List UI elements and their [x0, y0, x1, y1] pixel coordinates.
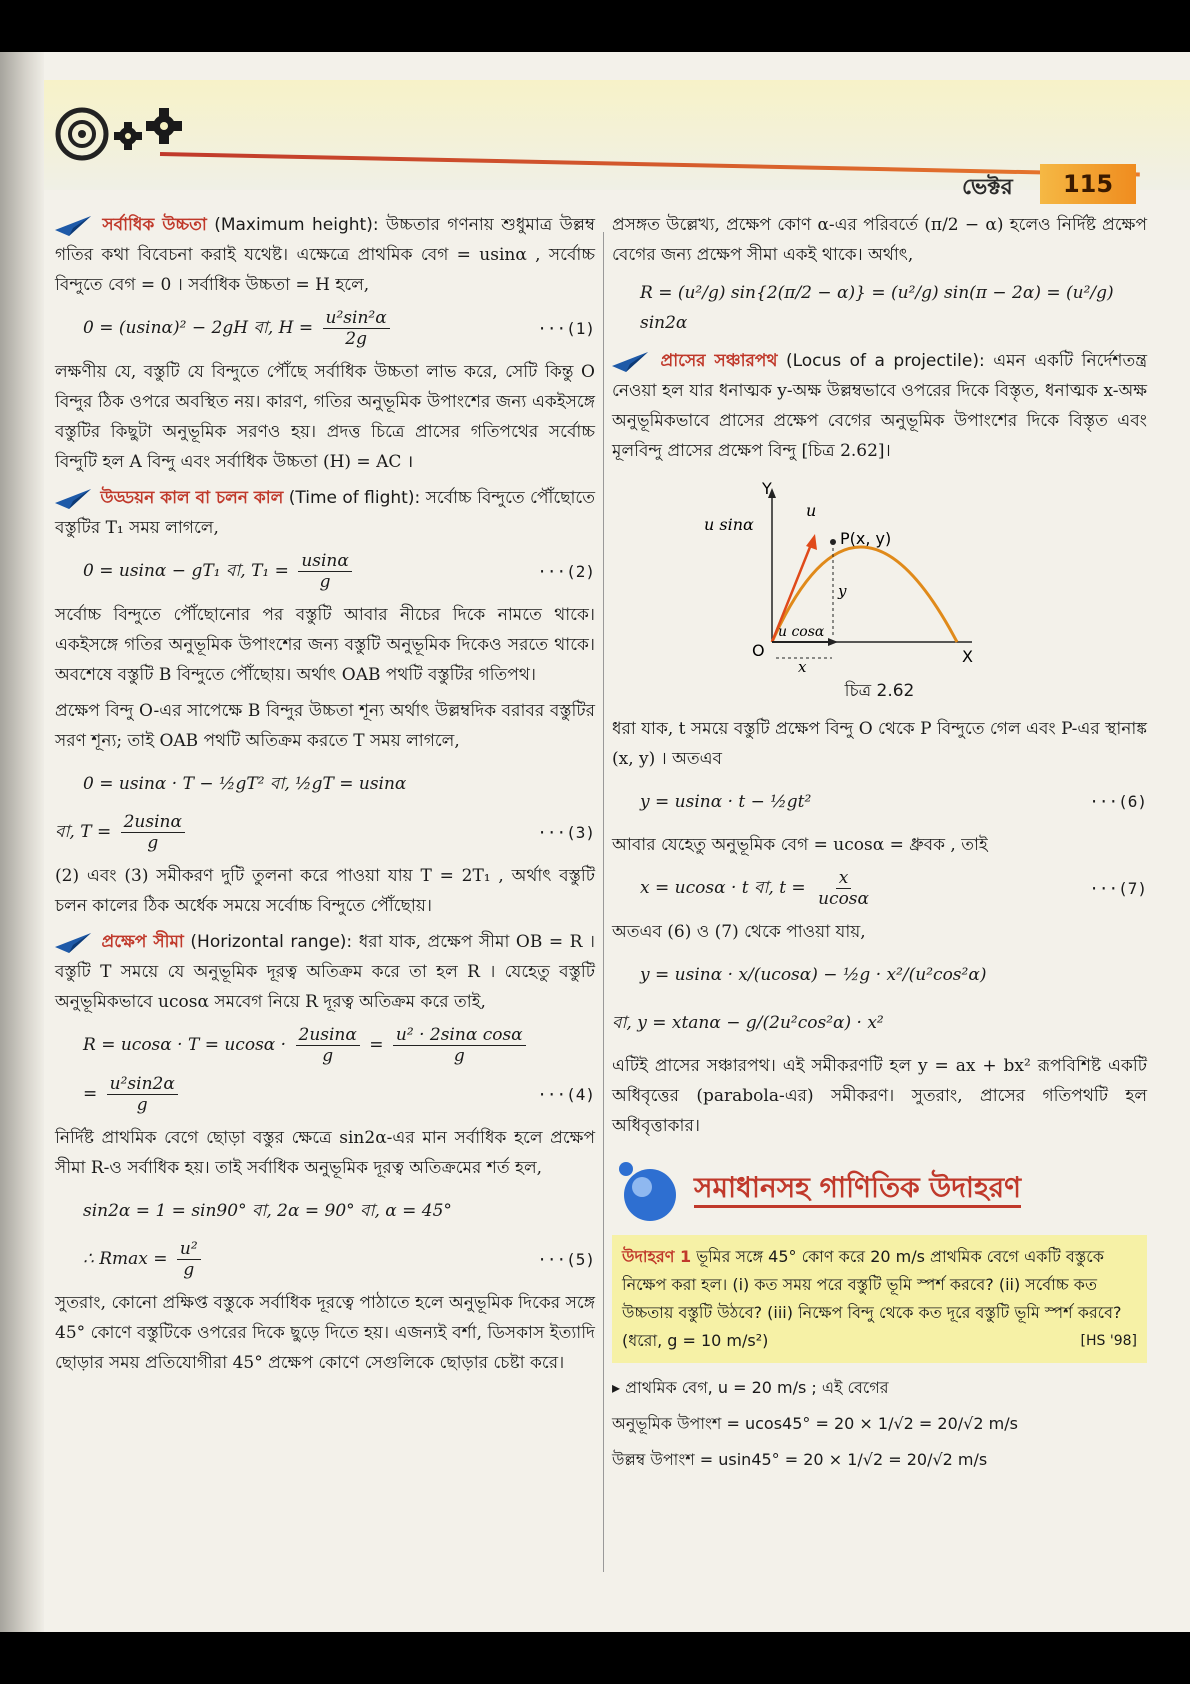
paragraph: সর্বোচ্চ বিন্দুতে পৌঁছোনোর পর বস্তুটি আবার নীচের দিকে নামতে থাকে। একইসঙ্গে গতির অনুভূমিক উপাংশের জন্য বস্তুটি অনুভূমিক দিকেও সরতে থাকে। অবশেষে বস্তুটি B বিন্দুতে পৌঁছোয়। অর্থাৎ OAB পথটি বস্তুটির গতিপথ।	[55, 605, 595, 685]
equation-3a: 0 = usinα · T − ½gT² বা, ½gT = usinα	[83, 774, 407, 794]
label-P: P(x, y)	[840, 529, 892, 548]
projectile-figure	[612, 472, 1147, 672]
paragraph: প্রসঙ্গত উল্লেখ্য, প্রক্ষেপ কোণ α-এর পরিবর্তে (π/2 − α) হলেও নির্দিষ্ট প্রক্ষেপ বেগের জন্য প্রক্ষেপ সীমা একই থাকে। অর্থাৎ,	[612, 215, 1147, 265]
paragraph: (2) এবং (3) সমীকরণ দুটি তুলনা করে পাওয়া যায় T = 2T₁ , অর্থাৎ বস্তুটি চলন কালের ঠিক অর্ধেক সময়ে সর্বোচ্চ বিন্দুতে পৌঁছোয়।	[55, 866, 595, 916]
section-heading: উড্ডয়ন কাল বা চলন কাল	[100, 488, 284, 508]
textbook-page	[0, 52, 1190, 1632]
example-box	[612, 1235, 1147, 1363]
paper-plane-icon	[55, 489, 91, 509]
answer-line: অনুভূমিক উপাংশ = ucos45° = 20 × 1/√2 = 20/√2 m/s	[612, 1414, 1018, 1433]
solutions-banner	[612, 1155, 1147, 1225]
trajectory-diagram	[612, 472, 1147, 672]
paragraph: প্রক্ষেপ বিন্দু O-এর সাপেক্ষে B বিন্দুর উচ্চতা শূন্য অর্থাৎ উল্লম্বদিক বরাবর বস্তুটির সরণ শূন্য; তাই OAB পথটি অতিক্রম করতে T সময় লাগলে,	[55, 701, 595, 751]
paragraph: সুতরাং, কোনো প্রক্ষিপ্ত বস্তুকে সর্বাধিক দূরত্বে পাঠাতে হলে অনুভূমিক দিকের সঙ্গে 45° কোণে বস্তুটিকে ওপরের দিকে ছুড়ে দিতে হয়। এজন্যই বর্শা, ডিসকাস ইত্যাদি ছোড়ার সময় প্রতিযোগীরা 45° প্রক্ষেপ কোণে সেগুলিকে ছোড়ার চেষ্টা করে।	[55, 1293, 595, 1373]
max-height-section: সর্বাধিক উচ্চতা (Maximum height): উচ্চতার গণনায় শুধুমাত্র উল্লম্ব গতির কথা বিবেচনা করাই যথেষ্ট। এক্ষেত্রে প্রাথমিক বেগ = usinα , সর্বোচ্চ বিন্দুতে বেগ = 0 । সর্বাধিক উচ্চতা = H হলে,	[55, 215, 595, 295]
time-of-flight-section: উড্ডয়ন কাল বা চলন কাল (Time of flight): সর্বোচ্চ বিন্দুতে পৌঁছোতে বস্তুটির T₁ সময় লাগলে,	[55, 488, 596, 538]
paragraph: লক্ষণীয় যে, বস্তুটি যে বিন্দুতে পৌঁছে সর্বাধিক উচ্চতা লাভ করে, সেটি কিন্তু O বিন্দুর ঠিক ওপরে অবস্থিত নয়। কারণ, গতির অনুভূমিক উপাংশের জন্য একইসঙ্গে বস্তুটির কিছুটা অনুভূমিক সরণও হয়। প্রদত্ত চিত্রে প্রাসের গতিপথের সর্বোচ্চ বিন্দুটি হল A বিন্দু এবং সর্বাধিক উচ্চতা (H) = AC ।	[55, 362, 595, 472]
equation-3: বা, T = $\frac{2usin\alpha}{g}$ ···(3)	[55, 812, 595, 853]
column-divider	[603, 232, 604, 1572]
example-text: ভূমির সঙ্গে 45° কোণ করে 20 m/s প্রাথমিক বেগে একটি বস্তুকে নিক্ষেপ করা হল। (i) কত সময় পরে বস্তুটি ভূমি স্পর্শ করবে? (ii) সর্বোচ্চ কত উচ্চতায় বস্তুটি উঠবে? (iii) নিক্ষেপ বিন্দু থেকে কত দূরে বস্তুটি ভূমি স্পর্শ করবে? (ধরো, g = 10 m/s²)	[622, 1247, 1122, 1350]
section-heading: সর্বাধিক উচ্চতা	[102, 215, 207, 235]
equation-1: 0 = (usinα)² − 2gH বা, H = $\frac{\text{u²sin²α}}{2g}$ ···(1)	[83, 308, 595, 349]
equation-8: y = usinα · x/(ucosα) − ½g · x²/(u²cos²α)	[640, 965, 987, 985]
paper-plane-icon	[55, 933, 91, 953]
label-ucos: u cosα	[778, 624, 825, 640]
binding-edge	[0, 52, 44, 1632]
example-source: [HS '98]	[1080, 1333, 1137, 1349]
equation-2: 0 = usinα − gT₁ বা, T₁ = $\frac{usin\alpha}{g}$ ···(2)	[83, 551, 595, 592]
example-tag: উদাহরণ 1	[622, 1247, 692, 1266]
paper-plane-icon	[55, 216, 91, 236]
label-X: X	[962, 647, 973, 666]
equation-9: বা, y = xtanα − g/(2u²cos²α) · x²	[612, 1013, 884, 1033]
label-y: y	[838, 582, 847, 600]
section-heading: প্রক্ষেপ সীমা	[101, 932, 184, 952]
gear-logo-icon	[54, 92, 204, 172]
label-O: O	[752, 641, 765, 660]
right-column	[612, 210, 1147, 1481]
left-column	[55, 210, 595, 1384]
answer-line: ▸ প্রাথমিক বেগ, u = 20 m/s ; এই বেগের	[612, 1378, 889, 1397]
label-Y: Y	[762, 479, 772, 498]
label-x: x	[798, 658, 807, 672]
section-heading: প্রাসের সঞ্চারপথ	[660, 351, 778, 371]
range-section: প্রক্ষেপ সীমা (Horizontal range): ধরা যাক, প্রক্ষেপ সীমা OB = R । বস্তুটি T সময়ে যে অনুভূমিক দূরত্ব অতিক্রম করে তা হল R । যেহেতু বস্তুটি অনুভূমিকভাবে ucosα সমবেগ নিয়ে R দূরত্ব অতিক্রম করে তাই,	[55, 932, 596, 1012]
bubble-icon	[612, 1155, 682, 1225]
locus-section: প্রাসের সঞ্চারপথ (Locus of a projectile): এমন একটি নির্দেশতন্ত্র নেওয়া হল যার ধনাত্মক y-অক্ষ উল্লম্বভাবে ওপরের দিকে বিস্তৃত, ধনাত্মক x-অক্ষ অনুভূমিকভাবে প্রাসের প্রক্ষেপ বেগের অনুভূমিক উপাংশের দিকে বিস্তৃত এবং মূলবিন্দু প্রাসের প্রক্ষেপ বিন্দু [চিত্র 2.62]।	[612, 351, 1148, 461]
paragraph: আবার যেহেতু অনুভূমিক বেগ = ucosα = ধ্রুবক , তাই	[612, 835, 988, 855]
equation-4a: R = ucosα · T = ucosα · $\frac{2usin\alpha}{g}$ = $\frac{\text{u² · 2sinα cosα}}{g}$	[83, 1025, 595, 1066]
paragraph: ধরা যাক, t সময়ে বস্তুটি প্রক্ষেপ বিন্দু O থেকে P বিন্দুতে গেল এবং P-এর স্থানাঙ্ক (x, y) । অতএব	[612, 719, 1147, 769]
equation-range-complement: R = (u²/g) sin{2(π/2 − α)} = (u²/g) sin(π − 2α) = (u²/g) sin2α	[640, 283, 1114, 333]
equation-5a: sin2α = 1 = sin90° বা, 2α = 90° বা, α = 45°	[83, 1201, 452, 1221]
answer-line: উল্লম্ব উপাংশ = usin45° = 20 × 1/√2 = 20/√2 m/s	[612, 1450, 988, 1469]
paragraph: নির্দিষ্ট প্রাথমিক বেগে ছোড়া বস্তুর ক্ষেত্রে sin2α-এর মান সর্বাধিক হলে প্রক্ষেপ সীমা R-ও সর্বাধিক হয়। তাই সর্বাধিক অনুভূমিক দূরত্ব অতিক্রমের শর্ত হল,	[55, 1128, 595, 1178]
paper-plane-icon	[612, 352, 648, 372]
paragraph: অতএব (6) ও (7) থেকে পাওয়া যায়,	[612, 922, 866, 942]
page-number: 115	[1040, 164, 1136, 204]
equation-7: x = ucosα · t বা, t = $\frac{x}{ucos\alpha}$ ···(7)	[640, 868, 1147, 909]
equation-5: ∴ Rmax = $\frac{\text{u²}}{g}$ ···(5)	[83, 1239, 595, 1280]
equation-6: y = usinα · t − ½gt² ···(6)	[640, 792, 1147, 812]
paragraph: এটিই প্রাসের সঞ্চারপথ। এই সমীকরণটি হল y = ax + bx² রূপবিশিষ্ট একটি অধিবৃত্তের (parabola-এর) সমীকরণ। সুতরাং, প্রাসের গতিপথটি হল অধিবৃত্তাকার।	[612, 1056, 1147, 1136]
chapter-title: ভেক্টর	[962, 175, 1013, 200]
label-u: u	[806, 501, 817, 520]
label-usin: u sinα	[704, 515, 754, 534]
figure-caption: চিত্র 2.62	[844, 681, 915, 701]
solutions-title: সমাধানসহ গাণিতিক উদাহরণ	[694, 1173, 1021, 1208]
equation-4: = $\frac{\text{u²sin2α}}{g}$ ···(4)	[83, 1074, 595, 1115]
